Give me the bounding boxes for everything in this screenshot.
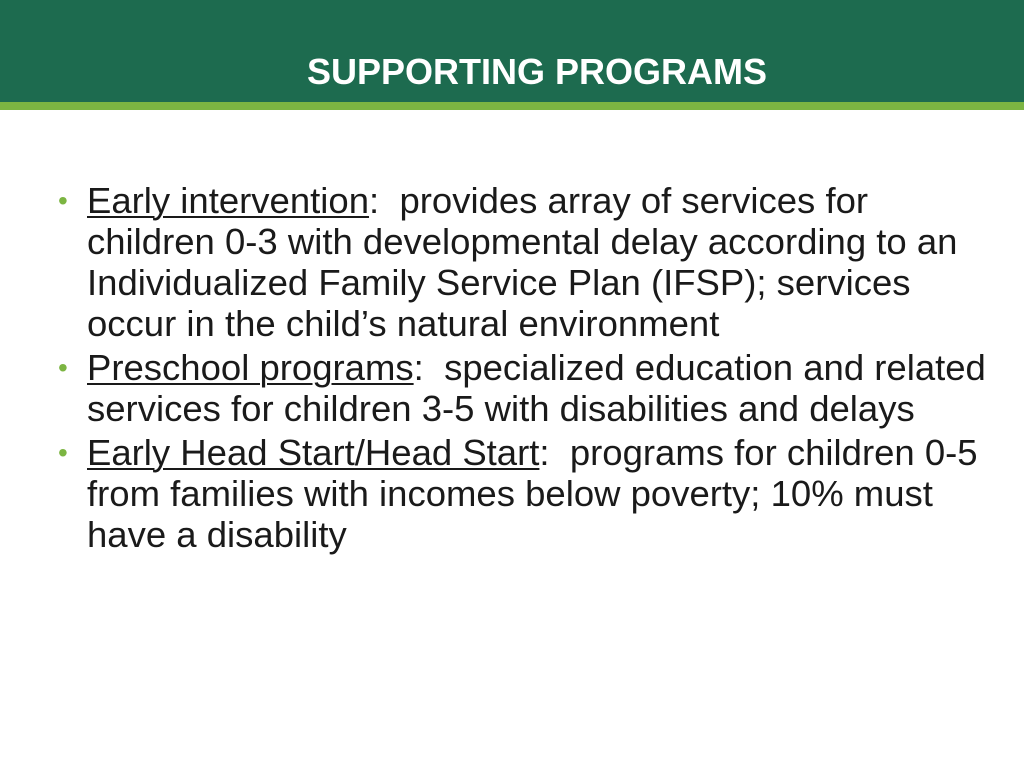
bullet-term: Early Head Start/Head Start xyxy=(87,432,540,473)
bullet-separator: : xyxy=(539,432,570,473)
bullet-icon: • xyxy=(58,437,68,468)
bullet-item-head-start xyxy=(58,432,988,555)
bullet-list xyxy=(58,180,988,558)
bullet-item-early-intervention xyxy=(58,180,988,344)
bullet-term: Early intervention xyxy=(87,180,370,221)
bullet-description: programs for children 0-5 from families with incomes below poverty; 10% must have a disability xyxy=(87,432,978,555)
bullet-separator: : xyxy=(413,347,445,388)
bullet-icon: • xyxy=(58,185,68,216)
bullet-term: Preschool programs xyxy=(87,347,414,388)
bullet-icon: • xyxy=(58,352,68,383)
slide-title: SUPPORTING PROGRAMS xyxy=(306,51,768,92)
bullet-description: specialized education and related services for children 3-5 with disabilities and delays xyxy=(87,347,986,429)
bullet-separator: : xyxy=(369,180,400,221)
bullet-description: provides array of services for children 0-3 with developmental delay according to an Individualized Family Service Plan (IFSP); services occur in the child’s natural environment xyxy=(87,180,958,344)
header-accent-stripe xyxy=(0,102,1024,110)
bullet-item-preschool-programs xyxy=(58,347,988,429)
